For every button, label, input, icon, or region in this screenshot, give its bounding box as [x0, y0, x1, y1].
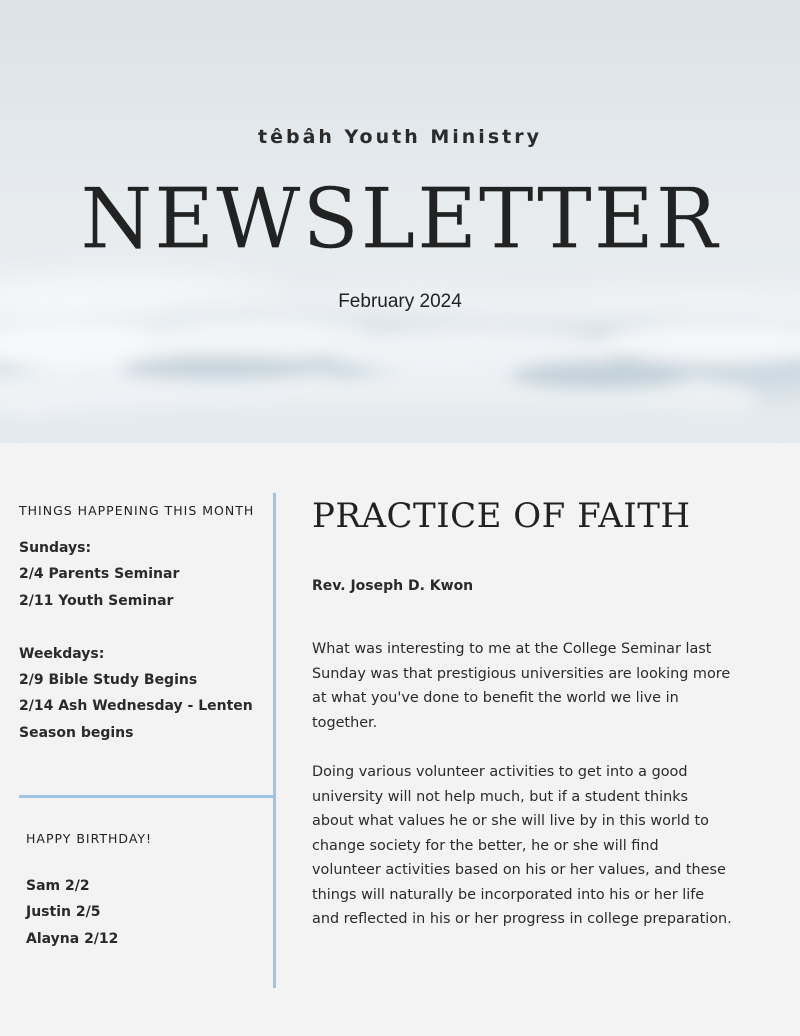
column-divider	[273, 493, 276, 988]
article-paragraph: Doing various volunteer activities to get into a good university will not help much, but if a student thinks about what values he or she will live by in this world to change society for the better, he or she will find volunteer activities based on his or her values, and these things will naturally be incorporated into his or her life and reflected in his or her progress in college preparation.	[312, 764, 732, 927]
newsletter-title: NEWSLETTER	[80, 171, 720, 268]
events-line: 2/14 Ash Wednesday - Lenten	[19, 698, 253, 715]
events-line: 2/11 Youth Seminar	[19, 592, 174, 609]
birthday-line: Justin 2/5	[26, 904, 101, 921]
events-line: Season begins	[19, 724, 134, 741]
events-line	[19, 614, 253, 640]
article-paragraph: What was interesting to me at the College Seminar last Sunday was that prestigious universities are looking more at what you've done to benefit the world we live in together.	[312, 641, 731, 731]
events-line: Weekdays:	[19, 645, 105, 662]
ministry-name: têbâh Youth Ministry	[258, 126, 542, 148]
article-author: Rev. Joseph D. Kwon	[312, 578, 474, 594]
events-list	[19, 535, 253, 746]
article-title: PRACTICE OF FAITH	[312, 496, 691, 536]
header-banner	[0, 0, 800, 443]
birthday-list	[26, 873, 118, 952]
section-divider	[19, 795, 275, 798]
birthday-line: Sam 2/2	[26, 878, 90, 894]
events-line: Sundays:	[19, 540, 92, 556]
events-line: 2/4 Parents Seminar	[19, 566, 180, 583]
issue-date: February 2024	[338, 291, 462, 312]
events-heading: THINGS HAPPENING THIS MONTH	[19, 503, 255, 518]
birthday-line: Alayna 2/12	[26, 930, 119, 947]
events-line: 2/9 Bible Study Begins	[19, 671, 198, 688]
birthday-heading: HAPPY BIRTHDAY!	[26, 831, 153, 846]
